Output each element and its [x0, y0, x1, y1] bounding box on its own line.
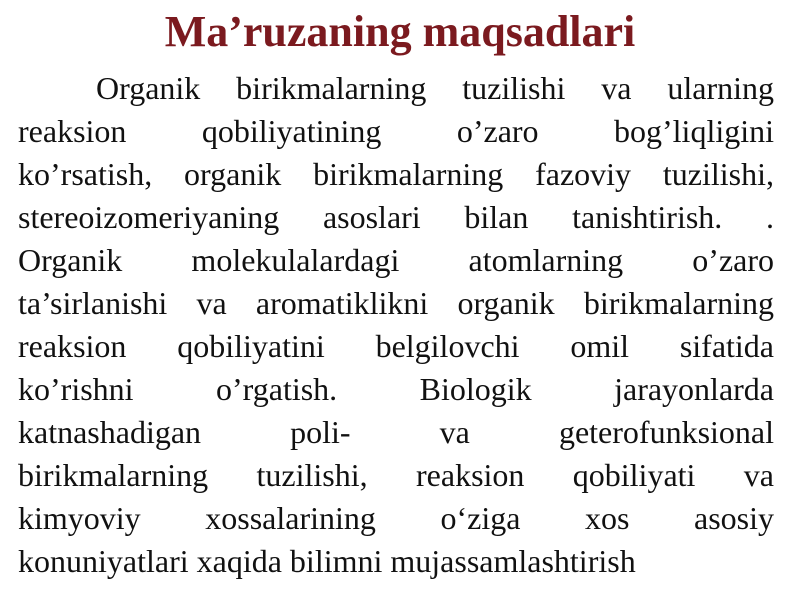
body-line-10: birikmalarning tuzilishi, reaksion qobiliyati va	[18, 457, 774, 493]
body-line-7: reaksion qobiliyatini belgilovchi omil sifatida	[18, 328, 774, 364]
body-line-12: konuniyatlari xaqida bilimni mujassamlashtirish	[18, 543, 636, 579]
slide-title: Ma’ruzaning maqsadlari	[164, 7, 636, 56]
body-line-11: kimyoviy xossalarining o‘ziga xos asosiy	[18, 500, 774, 536]
body-line-9: katnashadigan poli- va geterofunksional	[18, 414, 774, 450]
slide-body	[18, 67, 774, 583]
body-line-4: stereoizomeriyaning asoslari bilan tanishtirish. .	[18, 199, 774, 235]
body-line-8: ko’rishni o’rgatish. Biologik jarayonlarda	[18, 371, 774, 407]
body-line-3: ko’rsatish, organik birikmalarning fazoviy tuzilishi,	[18, 156, 774, 192]
body-line-6: ta’sirlanishi va aromatiklikni organik birikmalarning	[18, 285, 774, 321]
body-line-1: Organik birikmalarning tuzilishi va ularning	[96, 70, 774, 106]
body-line-5: Organik molekulalardagi atomlarning o’zaro	[18, 242, 774, 278]
body-line-2: reaksion qobiliyatining o’zaro bog’liqligini	[18, 113, 774, 149]
